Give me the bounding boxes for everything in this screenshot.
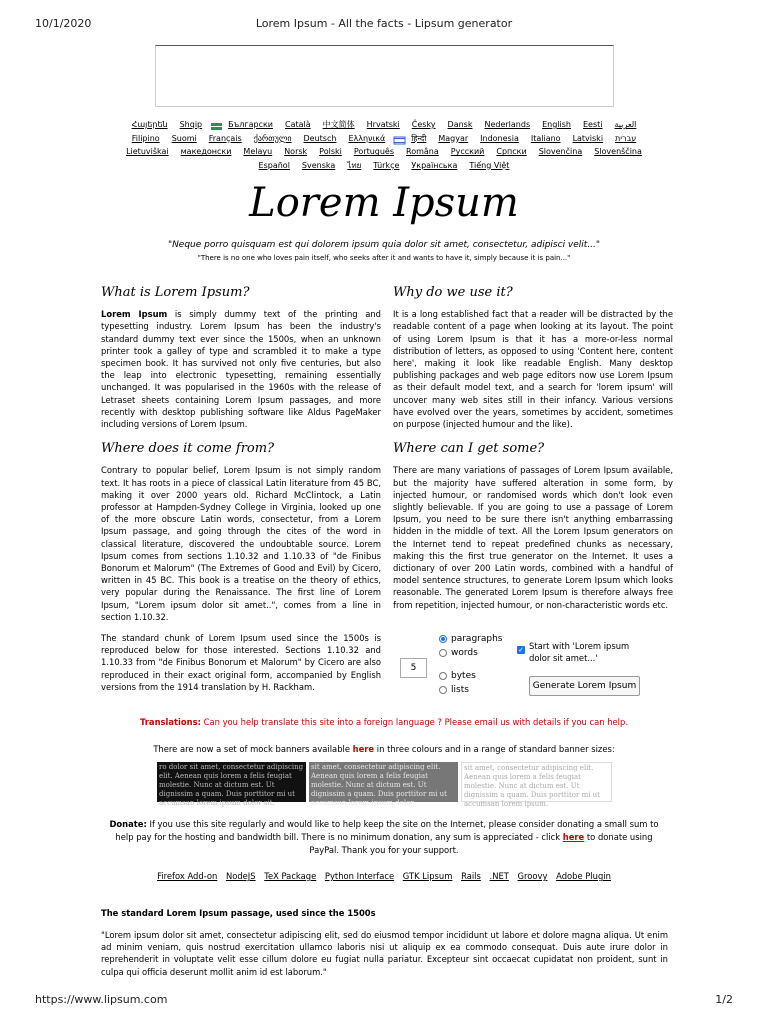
tool-link[interactable]: NodeJS bbox=[225, 871, 256, 881]
tools-links bbox=[0, 871, 768, 881]
language-link[interactable]: ‫العربية bbox=[614, 120, 637, 129]
option-paragraphs[interactable] bbox=[439, 634, 502, 644]
language-row bbox=[100, 145, 668, 159]
language-link[interactable]: Українська bbox=[411, 160, 458, 170]
standard-passage: "Lorem ipsum dolor sit amet, consectetur adipiscing elit, sed do eiusmod tempor incididunt ut labore et dolore magna aliqua. Ut enim ad minim veniam, quis nostrud exercitation ullamco laboris nisi ut aliquip ex ea commodo consequat. Duis aute irure dolor in reprehenderit in voluptate velit esse cillum dolore eu fugiat nulla pariatur. Excepteur sint occaecat cupidatat non proident, sunt in culpa qui officia deserunt mollit anim id est laborum." bbox=[101, 930, 668, 977]
language-link[interactable]: Filipino bbox=[131, 133, 160, 143]
language-link[interactable]: Polski bbox=[319, 147, 342, 157]
why-paragraph: It is a long established fact that a reader will be distracted by the readable content of a page when looking at its layout. The point of using Lorem Ipsum is that it has a more-or-less normal distribution of letters, as opposed to using 'Content here, content here', making it look like readable English. Many desktop publishing packages and web page editors now use Lorem Ipsum as their default model text, and a search for 'lorem ipsum' will uncover many web sites still in their infancy. Various versions have evolved over the years, sometimes by accident, sometimes on purpose (injected humour and the like). bbox=[393, 309, 673, 430]
language-link[interactable]: Hrvatski bbox=[366, 120, 400, 129]
where-from-paragraph: Contrary to popular belief, Lorem Ipsum is not simply random text. It has roots in a piece of classical Latin literature from 45 BC, making it over 2000 years old. Richard McClintock, a Latin professor at Hampden-Sydney College in Virginia, looked up one of the more obscure Latin words, consectetur, from a Lorem Ipsum passage, and going through the cites of the word in classical literature, discovered the undoubtable source. Lorem Ipsum comes from sections 1.10.32 and 1.10.33 of "de Finibus Bonorum et Malorum" (The Extremes of Good and Evil) by Cicero, written in 45 BC. This book is a treatise on the theory of ethics, very popular during the Renaissance. The first line of Lorem Ipsum, "Lorem ipsum dolor sit amet..", comes from a line in section 1.10.32. bbox=[101, 465, 381, 622]
tool-link[interactable]: .NET bbox=[489, 871, 509, 881]
language-list bbox=[100, 118, 668, 172]
banner-dark[interactable]: ro dolor sit amet, consectetur adipiscing elit. Aenean quis lorem a felis feugiat molestie. Nunc at dictum est. Ut dignissim a quam. Duis porttitor mi ut accumsan lorem ipsum dolor sit. bbox=[157, 762, 306, 802]
language-link[interactable]: Slovenščina bbox=[594, 147, 642, 157]
language-link[interactable]: македонски bbox=[180, 147, 232, 157]
generate-button[interactable]: Generate Lorem Ipsum bbox=[529, 676, 640, 696]
translations-label: Translations: bbox=[140, 717, 201, 727]
tool-link[interactable]: GTK Lipsum bbox=[402, 871, 453, 881]
tool-link[interactable]: Python Interface bbox=[324, 871, 395, 881]
language-row bbox=[100, 159, 668, 173]
why-heading: Why do we use it? bbox=[393, 285, 513, 300]
language-link[interactable]: Eesti bbox=[583, 120, 603, 129]
radio-icon[interactable] bbox=[439, 672, 447, 680]
banner-grey[interactable]: sit amet, consectetur adipiscing elit. Aenean quis lorem a felis feugiat molestie. Nunc at dictum est. Ut dignissim a quam. Duis porttitor mi ut accumsan lorem ipsum dolor. bbox=[309, 762, 458, 802]
language-link[interactable]: Suomi bbox=[171, 133, 197, 143]
language-link[interactable]: Deutsch bbox=[303, 133, 337, 143]
language-link[interactable]: Pyccкий bbox=[450, 147, 485, 157]
what-body: is simply dummy text of the printing and typesetting industry. Lorem Ipsum has been the industry's standard dummy text ever since the 1500s, when an unknown printer took a galley of type and scrambled it to make a type specimen book. It has survived not only five centuries, but also the leap into electronic typesetting, remaining essentially unchanged. It was popularised in the 1960s with the release of Letraset sheets containing Lorem Ipsum passages, and more recently with desktop publishing software like Aldus PageMaker including versions of Lorem Ipsum. bbox=[101, 309, 381, 430]
donate-label: Donate: bbox=[109, 819, 147, 829]
language-link[interactable]: Español bbox=[258, 160, 290, 170]
tool-link[interactable]: Firefox Add-on bbox=[157, 871, 218, 881]
standard-heading: The standard Lorem Ipsum passage, used since the 1500s bbox=[101, 908, 376, 918]
where-get-heading: Where can I get some? bbox=[393, 441, 545, 457]
tool-link[interactable]: Groovy bbox=[517, 871, 548, 881]
language-link[interactable]: Nederlands bbox=[484, 120, 531, 129]
amount-input[interactable]: 5 bbox=[400, 658, 427, 678]
site-logo[interactable]: Lorem Ipsum bbox=[249, 180, 519, 226]
language-link[interactable]: Latviski bbox=[572, 133, 604, 143]
language-link[interactable]: ‫עברית bbox=[615, 133, 637, 143]
left-column bbox=[101, 287, 381, 702]
start-checkbox[interactable]: ✓ bbox=[518, 646, 524, 654]
where-from-paragraph-2: The standard chunk of Lorem Ipsum used since the 1500s is reproduced below for those interested. Sections 1.10.32 and 1.10.33 from "de Finibus Bonorum et Malorum" by Cicero are also reproduced in their exact original form, accompanied by English versions from the 1914 translation by H. Rackham. bbox=[101, 633, 381, 692]
language-link[interactable]: ქართული bbox=[253, 133, 292, 143]
option-words[interactable] bbox=[439, 648, 478, 658]
language-link[interactable]: Français bbox=[208, 133, 242, 143]
print-url: https://www.lipsum.com bbox=[35, 993, 168, 1006]
what-heading: What is Lorem Ipsum? bbox=[101, 285, 250, 300]
where-get-paragraph: There are many variations of passages of Lorem Ipsum available, but the majority have suffered alteration in some form, by injected humour, or randomised words which don't look even slightly believable. If you are going to use a passage of Lorem Ipsum, you need to be sure there isn't anything embarrassing hidden in the middle of text. All the Lorem Ipsum generators on the Internet tend to repeat predefined chunks as necessary, making this the first true generator on the Internet. It uses a dictionary of over 200 Latin words, combined with a handful of model sentence structures, to generate Lorem Ipsum which looks reasonable. The generated Lorem Ipsum is therefore always free from repetition, injected humour, or non-characteristic words etc. bbox=[393, 465, 673, 610]
generator-form bbox=[400, 634, 670, 698]
hebrew-flag-icon bbox=[394, 135, 405, 142]
language-link[interactable]: Melayu bbox=[243, 147, 273, 157]
start-label: Start with 'Lorem ipsum dolor sit amet...' bbox=[529, 641, 630, 663]
what-paragraph bbox=[101, 308, 381, 430]
language-link[interactable]: English bbox=[542, 120, 571, 129]
page-number: 1/2 bbox=[715, 993, 733, 1006]
option-label: words bbox=[451, 648, 478, 658]
language-link[interactable]: Româna bbox=[406, 147, 439, 157]
tool-link[interactable]: Adobe Plugin bbox=[556, 871, 611, 881]
language-row bbox=[100, 118, 668, 132]
mock-banners-note bbox=[0, 744, 768, 754]
latin-quote: "Neque porro quisquam est qui dolorem ipsum quia dolor sit amet, consectetur, adipisci velit..." bbox=[167, 240, 601, 250]
option-label: paragraphs bbox=[451, 634, 503, 644]
language-link[interactable]: 中文简体 bbox=[322, 120, 355, 129]
option-label: lists bbox=[451, 685, 469, 695]
option-bytes[interactable] bbox=[439, 671, 476, 681]
donate-note bbox=[100, 818, 668, 857]
where-from-heading: Where does it come from? bbox=[101, 441, 275, 457]
language-link[interactable]: Norsk bbox=[284, 147, 308, 157]
radio-checked-icon[interactable] bbox=[439, 635, 447, 643]
mock-text: There are now a set of mock banners available bbox=[153, 744, 353, 754]
right-column bbox=[393, 287, 673, 620]
donate-text: If you use this site regularly and would like to help keep the site on the Internet, please consider donating a small sum to help pay for the hosting and bandwidth bill. There is no minimum donation, any sum is appreciated - click bbox=[115, 819, 659, 842]
language-link[interactable]: Slovenčina bbox=[538, 147, 583, 157]
banner-samples bbox=[157, 762, 612, 808]
option-lists[interactable] bbox=[439, 685, 469, 695]
language-link[interactable]: हिन्दी bbox=[411, 133, 427, 143]
language-link[interactable]: Català bbox=[285, 120, 311, 129]
language-link[interactable]: Indonesia bbox=[480, 133, 519, 143]
language-row bbox=[100, 132, 668, 146]
english-quote: "There is no one who loves pain itself, who seeks after it and wants to have it, simply because it is pain..." bbox=[197, 254, 571, 262]
what-lead: Lorem Ipsum bbox=[101, 309, 168, 320]
language-link[interactable]: Lietuviškai bbox=[126, 147, 169, 157]
language-link[interactable]: ไทย bbox=[347, 160, 362, 170]
language-link[interactable]: Հայերեն bbox=[131, 120, 168, 129]
language-link[interactable]: Svenska bbox=[301, 160, 336, 170]
mock-banners-link[interactable]: here bbox=[352, 744, 375, 754]
arabic-flag-icon bbox=[211, 121, 222, 128]
banner-white[interactable]: sit amet, consectetur adipiscing elit. Aenean quis lorem a felis feugiat molestie. Nunc at dictum est. Ut dignissim a quam. Duis porttitor mi ut accumsan lorem ipsum. bbox=[461, 762, 612, 802]
language-link[interactable]: Italiano bbox=[530, 133, 561, 143]
language-link[interactable]: Dansk bbox=[447, 120, 473, 129]
language-link[interactable]: Български bbox=[228, 120, 273, 129]
ad-banner[interactable] bbox=[155, 45, 614, 107]
translations-text: Can you help translate this site into a foreign language ? Please email us with details if you can help. bbox=[200, 717, 628, 727]
radio-icon[interactable] bbox=[439, 686, 447, 694]
donate-text-end: to donate using PayPal. Thank you for your support. bbox=[309, 832, 653, 855]
radio-icon[interactable] bbox=[439, 649, 447, 657]
mock-text-end: in three colours and in a range of standard banner sizes: bbox=[374, 744, 615, 754]
language-link[interactable]: Česky bbox=[411, 120, 436, 129]
language-link[interactable]: Tiếng Việt bbox=[469, 160, 510, 170]
language-link[interactable]: Српски bbox=[496, 147, 527, 157]
tool-link[interactable]: Rails bbox=[461, 871, 481, 881]
tool-link[interactable]: TeX Package bbox=[264, 871, 317, 881]
language-link[interactable]: Ελληνικά bbox=[348, 133, 386, 143]
language-link[interactable]: Magyar bbox=[438, 133, 469, 143]
donate-link[interactable]: here bbox=[562, 832, 585, 842]
translations-note bbox=[0, 717, 768, 727]
language-link[interactable]: Shqip bbox=[179, 120, 203, 129]
print-title: Lorem Ipsum - All the facts - Lipsum generator bbox=[255, 17, 513, 30]
print-date: 10/1/2020 bbox=[35, 17, 92, 30]
language-link[interactable]: Türkçe bbox=[373, 160, 400, 170]
language-link[interactable]: Português bbox=[353, 147, 395, 157]
option-label: bytes bbox=[451, 671, 476, 681]
